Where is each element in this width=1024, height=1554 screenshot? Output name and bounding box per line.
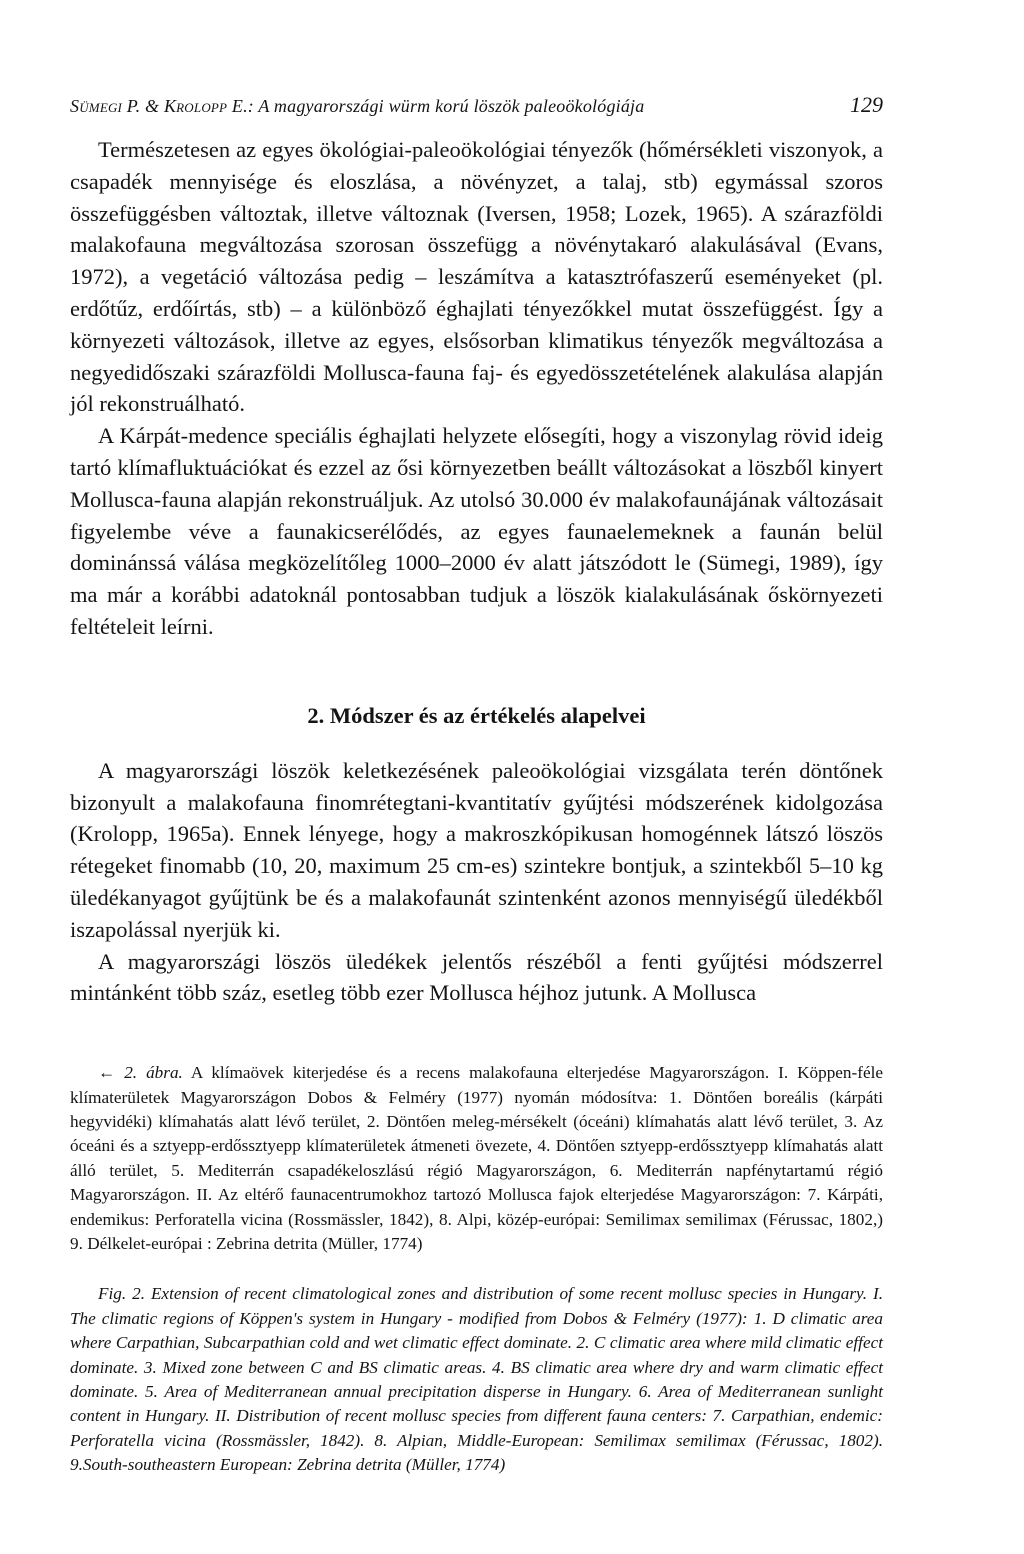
- figure-label: 2. ábra.: [124, 1063, 183, 1083]
- figure-caption-hungarian: [70, 1061, 883, 1256]
- section-heading: 2. Módszer és az értékelés alapelvei: [307, 702, 646, 728]
- paragraph-method: A magyarországi löszök keletkezésének paleoökológiai vizsgálata terén döntőnek bizonyult a malakofauna finomrétegtani-kvantitatív gyűjtési módszerének kidolgozása (Krolopp, 1965a). Ennek lényege, hogy a makroszkópikusan homogénnek látszó löszös rétegeket finomabb (10, 20, maximum 25 cm-es) szintekre bontjuk, a szintekből 5–10 kg üledékanyagot gyűjtünk be és a malakofaunát szintenként azonos mennyiségű üledékből iszapolással nyerjük ki.: [70, 757, 883, 942]
- paragraph-ecological-factors: Természetesen az egyes ökológiai-paleoökológiai tényezők (hőmérsékleti viszonyok, a csapadék mennyisége és eloszlása, a növényzet, a talaj, stb) egymással szoros összefüggésben változtak, illetve változnak (Iversen, 1958; Lozek, 1965). A szárazföldi malakofauna megváltozása szorosan összefügg a növénytakaró alakulásával (Evans, 1972), a vegetáció változása pedig – leszámítva a katasztrófaszerű eseményeket (pl. erdőtűz, erdőírtás, stb) – a különböző éghajlati tényezőkkel mutat összefüggést. Így a környezeti változások, illetve az egyes, elsősorban klimatikus tényezők megváltozása a negyedidőszaki szárazföldi Mollusca-fauna faj- és egyedösszetételének alakulása alapján jól rekonstruálható.: [70, 137, 883, 417]
- paragraph-samples: A magyarországi löszös üledékek jelentős részéből a fenti gyűjtési módszerrel mintánként több száz, esetleg több ezer Mollusca héjhoz jutunk. A Mollusca: [70, 948, 883, 1006]
- figure-caption-english: Fig. 2. Extension of recent climatological zones and distribution of some recent mollusc species in Hungary. I. The climatic regions of Köppen's system in Hungary - modified from Dobos & Felméry (1977): 1. D climatic area where Carpathian, Subcarpathian cold and wet climatic effect dominate. 2. C climatic area where mild climatic effect dominate. 3. Mixed zone between C and BS climatic areas. 4. BS climatic area where dry and warm climatic effect dominate. 5. Area of Mediterranean annual precipitation disperse in Hungary. 6. Area of Mediterranean sunlight content in Hungary. II. Distribution of recent mollusc species from different fauna centers: 7. Carpathian, endemic: Perforatella vicina (Rossmässler, 1842). 8. Alpian, Middle-European: Semilimax semilimax (Férussac, 1802). 9.South-southeastern European: Zebrina detrita (Müller, 1774): [70, 1284, 883, 1475]
- running-head-authors: Sümegi P. & Krolopp E.:: [70, 96, 254, 116]
- running-head-article-title: A magyarországi würm korú löszök paleoökológiája: [258, 96, 645, 116]
- left-arrow-icon: ←: [98, 1063, 116, 1083]
- paragraph-carpathian-basin: A Kárpát-medence speciális éghajlati helyzete elősegíti, hogy a viszonylag rövid ideig tartó klímafluktuációkat és ezzel az ősi környezetben beállt változásokat a löszből kinyert Mollusca-fauna alapján rekonstruáljuk. Az utolsó 30.000 év malakofaunájának változásait figyelembe véve a faunakicserélődés, az egyes faunaelemeknek a faunán belül dominánssá válása megközelítőleg 1000–2000 év alatt játszódott le (Sümegi, 1989), így ma már a korábbi adatoknál pontosabban tudjuk a löszök kialakulásának őskörnyezeti feltételeit leírni.: [70, 423, 883, 639]
- running-head: [70, 92, 883, 122]
- page-number: 129: [850, 92, 883, 117]
- running-head-title: [70, 96, 644, 117]
- figure-caption-hungarian-text: A klímaövek kiterjedése és a recens malakofauna elterjedése Magyarországon. I. Köppen-féle klímaterületek Magyarországon Dobos & Felméry (1977) nyomán módosítva: 1. Döntően boreális (kárpáti hegyvidéki) klímahatás alatt lévő terület, 2. Döntően meleg-mérsékelt (óceáni) klímahatás alatt lévő terület, 3. Az óceáni és a sztyepp-erdőssztyepp klímaterületek átmeneti övezete, 4. Döntően sztyepp-erdőssztyepp klímahatás alatt álló terület, 5. Mediterrán csapadékeloszlású régió Magyarországon, 6. Mediterrán napfénytartamú régió Magyarországon. II. Az eltérő faunacentrumokhoz tartozó Mollusca fajok elterjedése Magyarországon: 7. Kárpáti, endemikus: Perforatella vicina (Rossmässler, 1842), 8. Alpi, közép-európai: Semilimax semilimax (Férussac, 1802,) 9. Délkelet-európai : Zebrina detrita (Müller, 1774): [70, 1063, 884, 1253]
